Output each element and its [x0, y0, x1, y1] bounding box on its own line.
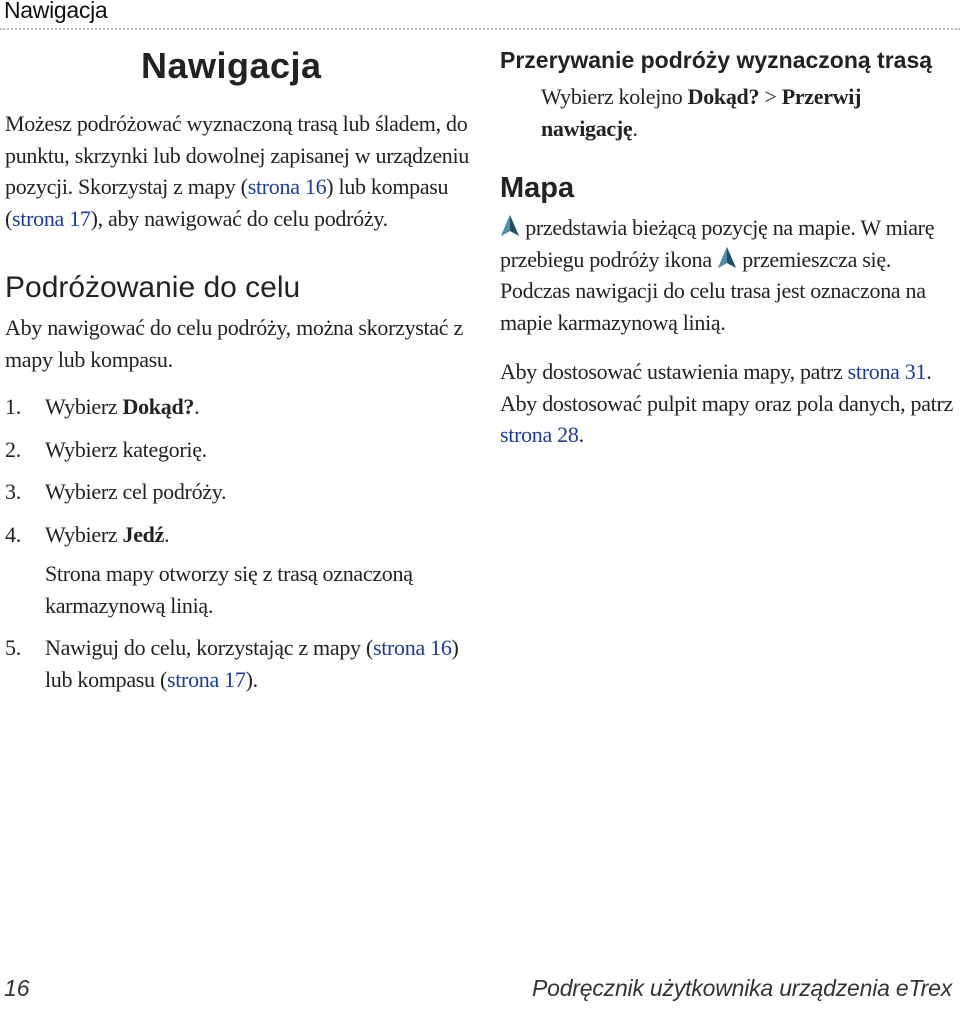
stop-text-post: . — [632, 115, 638, 141]
intro-text-1: Możesz podróżować wyznaczoną trasą lub śladem, do punktu, skrzynki lub dowolnej zapisanej w urządzeniu pozycji. Skorzystaj z mapy ( — [5, 111, 469, 199]
section-intro: Aby nawigować do celu podróży, można skorzystać z mapy lub kompasu. — [5, 315, 463, 372]
step-text: Wybierz kategorię. — [45, 436, 207, 462]
step-bold-dokad: Dokąd? — [122, 394, 195, 419]
link-strona-17[interactable]: strona 17 — [166, 666, 246, 692]
position-arrow-icon — [717, 246, 737, 270]
step-2 — [5, 434, 475, 466]
step-text-1: Nawiguj do celu, korzystając z mapy ( — [45, 635, 373, 660]
step-text — [45, 391, 475, 423]
footer-manual-title: Podręcznik użytkownika urządzenia eTrex — [531, 975, 952, 1001]
stop-bold-dokad: Dokąd? — [687, 84, 760, 109]
section-title-podrozowanie: Podróżowanie do celu — [5, 271, 301, 304]
section-title-przerywanie: Przerywanie podróży wyznaczoną trasą — [500, 47, 933, 73]
link-strona-17[interactable]: strona 17 — [12, 205, 91, 231]
step-1 — [5, 391, 475, 423]
step-number: 4. — [5, 521, 21, 547]
map-text-2: przemieszcza się. Podczas nawigacji do celu trasa jest oznaczona na mapie karmazynową linią. — [500, 246, 926, 335]
step-text-pre: Wybierz — [45, 521, 123, 547]
stop-text-pre: Wybierz kolejno — [541, 84, 688, 109]
step-text-post: . — [164, 521, 170, 547]
stop-instruction — [500, 81, 955, 144]
link-strona-28[interactable]: strona 28 — [500, 422, 579, 447]
map-paragraph-1 — [500, 212, 955, 338]
header-divider — [0, 28, 960, 30]
step-text-post: . — [194, 394, 200, 419]
stop-separator: > — [759, 84, 782, 109]
map2-text-3: . — [578, 422, 584, 447]
step-number: 2. — [5, 436, 21, 462]
step-note: Strona mapy otworzy się z trasą oznaczoną karmazynową linią. — [45, 561, 413, 618]
step-3 — [5, 476, 475, 508]
footer-page-number: 16 — [4, 975, 30, 1001]
step-body — [45, 519, 475, 622]
link-strona-16[interactable]: strona 16 — [247, 174, 327, 199]
position-arrow-icon — [500, 214, 520, 238]
step-text — [45, 519, 475, 551]
section-title-mapa: Mapa — [500, 172, 575, 204]
map-paragraph-2 — [500, 356, 955, 451]
link-strona-16[interactable]: strona 16 — [372, 635, 452, 660]
step-text: Wybierz cel podróży. — [45, 479, 227, 504]
steps-list — [5, 391, 475, 695]
link-strona-31[interactable]: strona 31 — [847, 359, 927, 384]
step-text-2: ) lub kompasu ( — [45, 635, 459, 692]
intro-paragraph — [5, 108, 475, 234]
step-number: 3. — [5, 479, 21, 504]
right-column — [500, 45, 955, 451]
intro-text-3: ), aby nawigować do celu podróży. — [90, 205, 388, 231]
step-4 — [5, 519, 475, 622]
stop-bold-przerwij: Przerwij nawigację — [541, 84, 862, 141]
left-column — [5, 42, 475, 695]
page-title: Nawigacja — [141, 45, 322, 86]
step-text — [45, 632, 475, 695]
map-text-1: przedstawia bieżącą pozycję na mapie. W miarę przebiegu podróży ikona — [500, 215, 935, 272]
step-bold-jedz: Jedź — [122, 521, 165, 547]
step-text-pre: Wybierz — [45, 394, 123, 419]
map2-text-1: Aby dostosować ustawienia mapy, patrz — [500, 359, 848, 384]
step-number: 1. — [5, 394, 21, 419]
step-text-3: ). — [245, 666, 258, 692]
step-5 — [5, 632, 475, 695]
intro-text-2: ) lub kompasu ( — [5, 174, 449, 231]
running-header: Nawigacja — [4, 0, 108, 23]
step-number: 5. — [5, 635, 21, 660]
map2-text-2: . Aby dostosować pulpit mapy oraz pola danych, patrz — [500, 359, 953, 416]
